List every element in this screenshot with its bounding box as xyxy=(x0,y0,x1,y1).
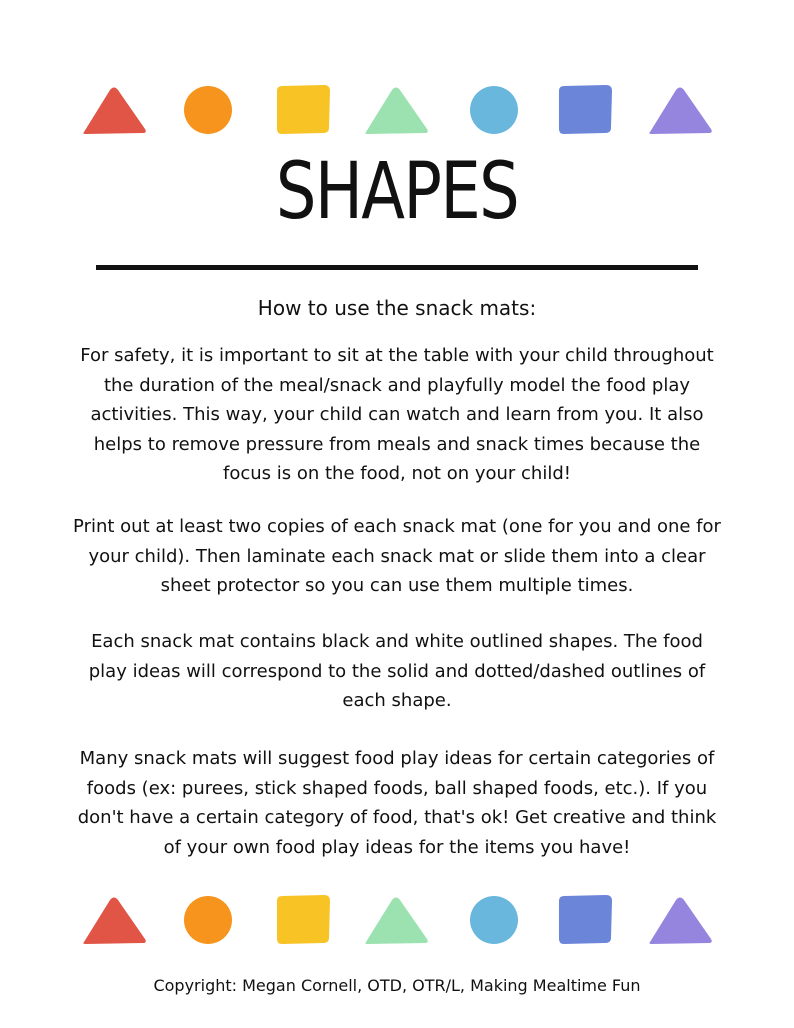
copyright-notice: Copyright: Megan Cornell, OTD, OTR/L, Making Mealtime Fun xyxy=(153,976,641,995)
yellow-square-icon xyxy=(276,894,344,950)
instruction-paragraph-food-ideas: Many snack mats will suggest food play ideas for certain categories of foods (ex: purees, stick shaped foods, ball shaped foods, etc.). If you don't have a certain category of food, that's ok! Get creative and think of your own food play ideas for the items you have! xyxy=(77,748,717,858)
yellow-square-icon xyxy=(276,84,344,140)
purple-triangle-icon xyxy=(646,84,714,140)
instruction-paragraph-printing: Print out at least two copies of each snack mat (one for you and one for your child). Then laminate each snack mat or slide them into a clear sheet protector so you can use them multiple times. xyxy=(73,516,721,596)
indigo-square-icon xyxy=(558,894,626,950)
red-triangle-icon xyxy=(80,84,148,140)
purple-triangle-icon xyxy=(646,894,714,950)
red-triangle-icon xyxy=(80,894,148,950)
green-triangle-icon xyxy=(362,894,430,950)
bottom-shape-row xyxy=(0,894,794,954)
blue-circle-icon xyxy=(468,894,536,950)
instruction-paragraph-safety: For safety, it is important to sit at the table with your child throughout the duration of the meal/snack and playfully model the food play activities. This way, your child can watch and learn from you. It also helps to remove pressure from meals and snack times because the focus is on the food, not on your child! xyxy=(80,345,714,484)
indigo-square-icon xyxy=(558,84,626,140)
top-shape-row xyxy=(0,84,794,144)
instruction-paragraph-outlines: Each snack mat contains black and white outlined shapes. The food play ideas will correspond to the solid and dotted/dashed outlines of each shape. xyxy=(88,631,706,711)
page-title: SHAPES xyxy=(275,147,519,237)
orange-circle-icon xyxy=(182,894,250,950)
green-triangle-icon xyxy=(362,84,430,140)
blue-circle-icon xyxy=(468,84,536,140)
orange-circle-icon xyxy=(182,84,250,140)
title-divider xyxy=(96,265,698,270)
instructions-heading: How to use the snack mats: xyxy=(257,296,537,320)
